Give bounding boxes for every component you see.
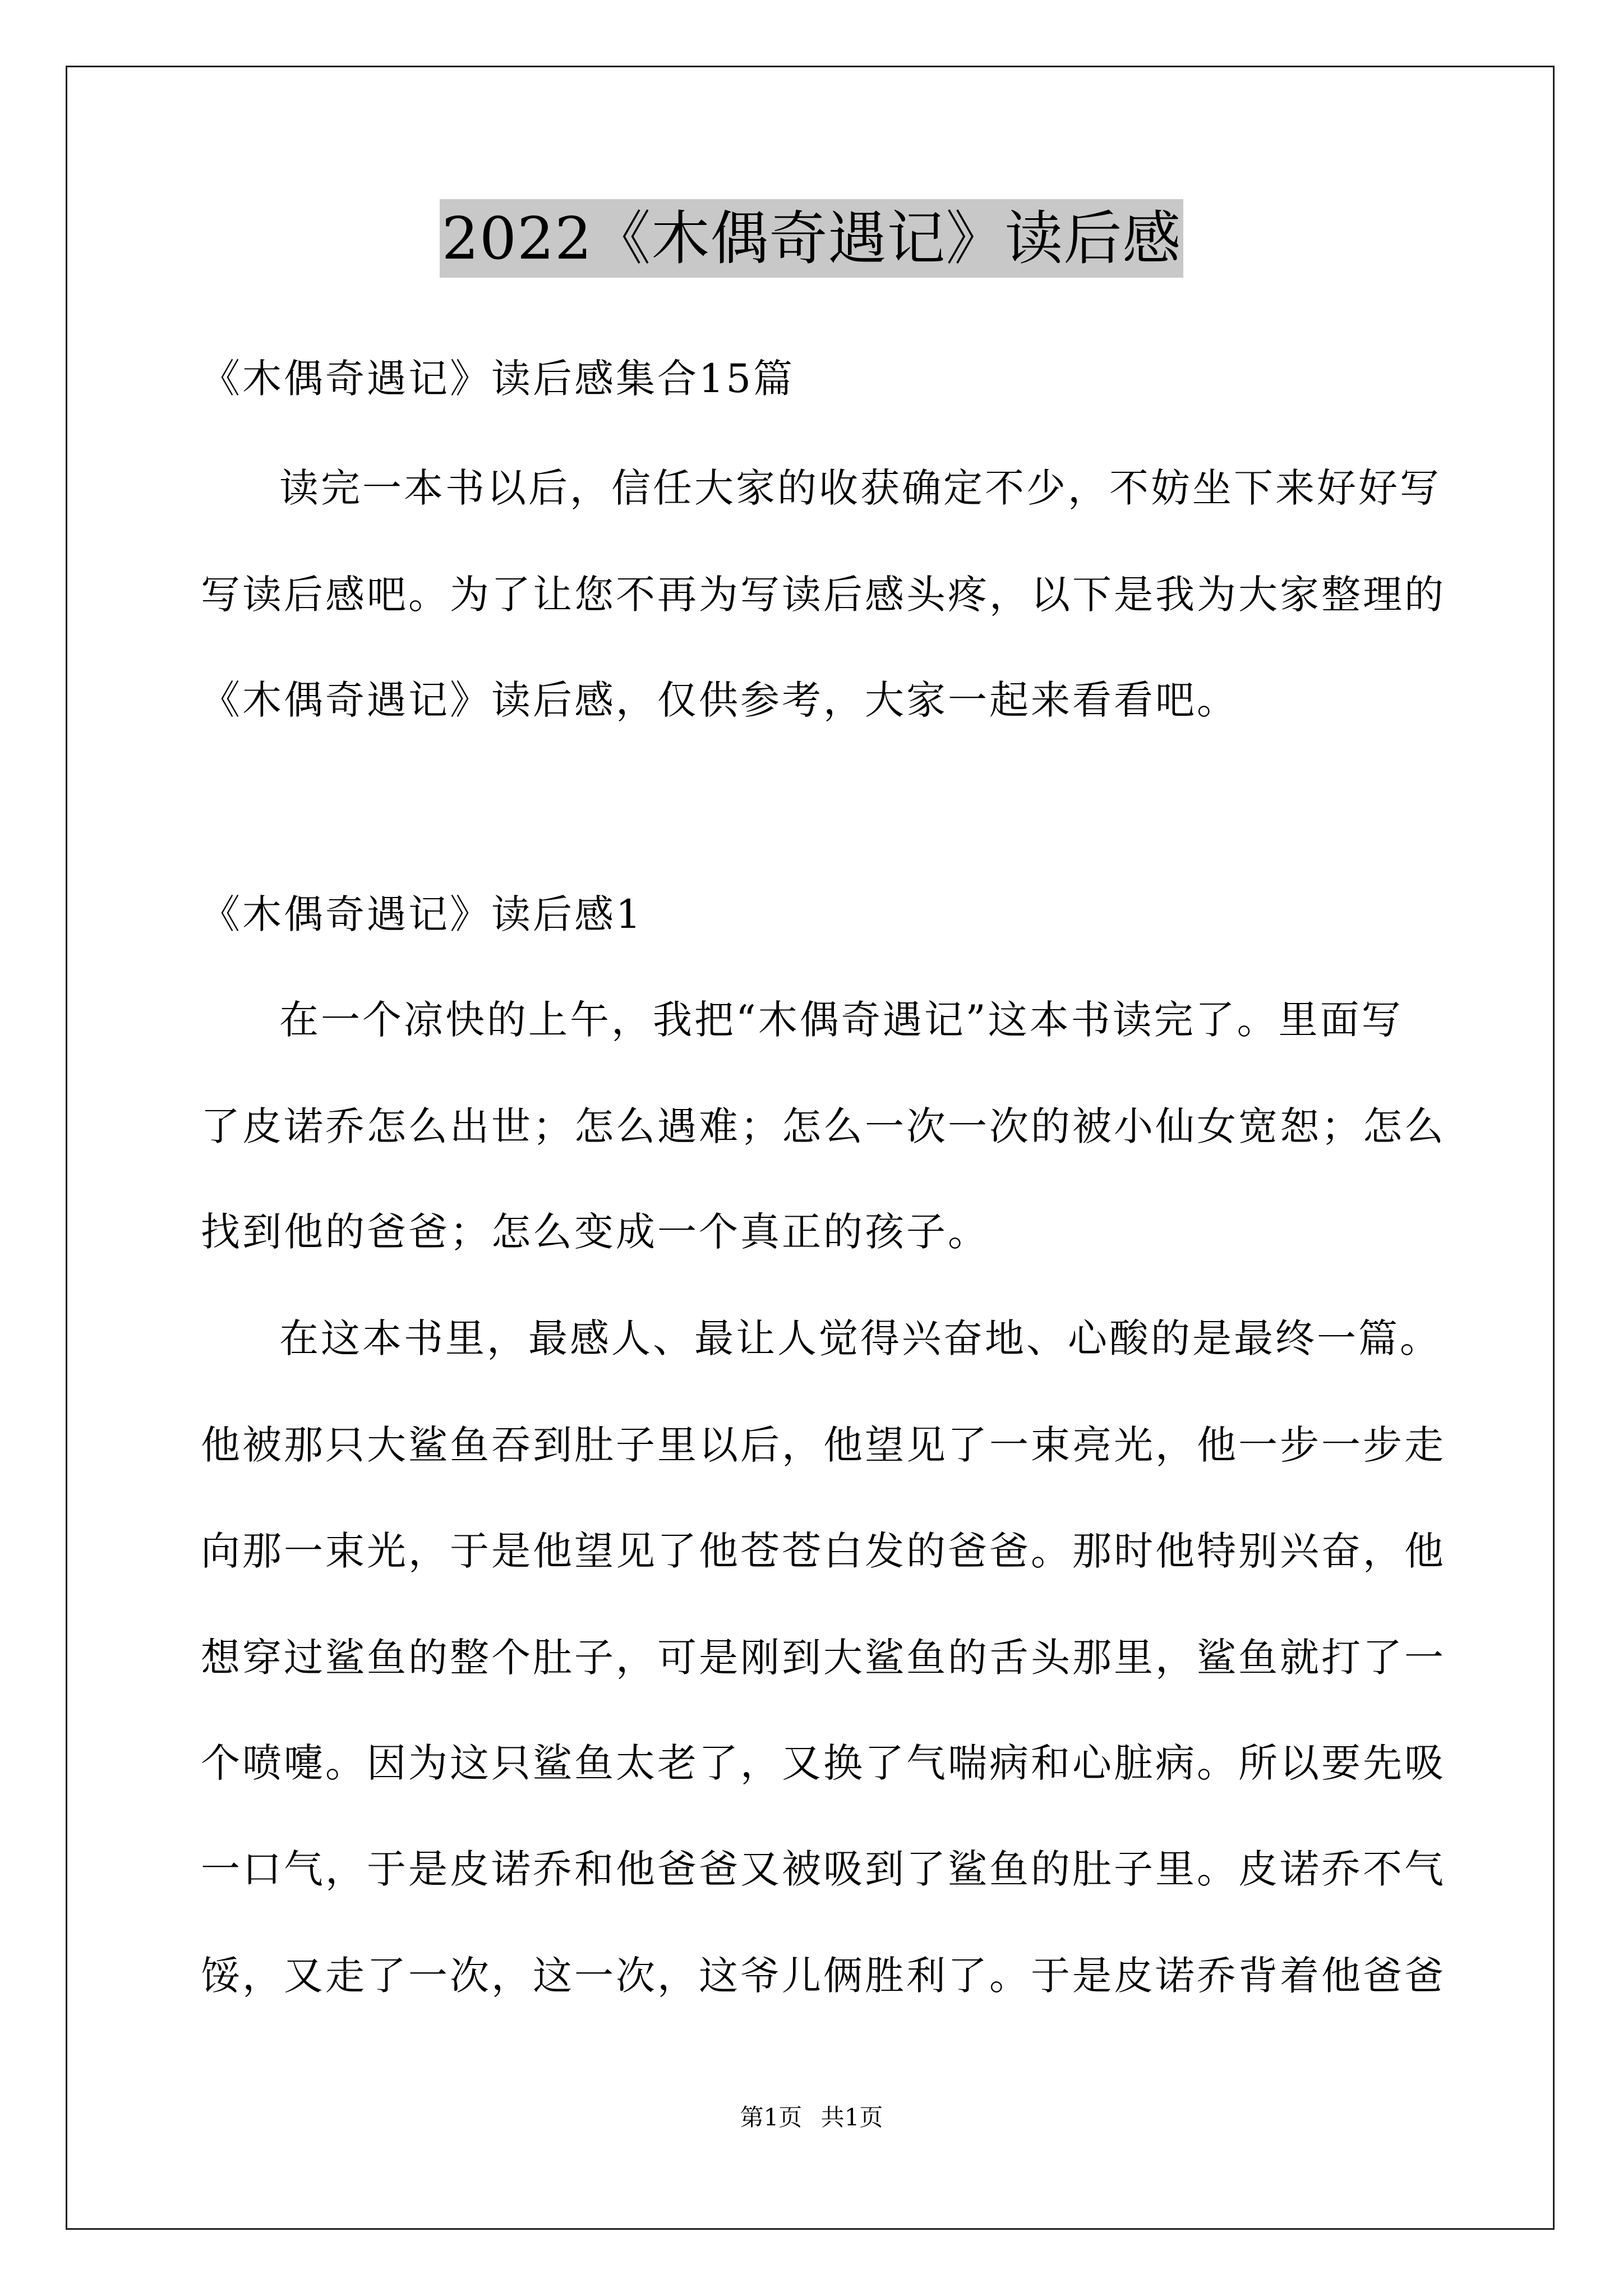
page-number: 第1页 bbox=[740, 2104, 803, 2131]
paragraph-line: 在这本书里，最感人、最让人觉得兴奋地、心酸的是最终一篇。 bbox=[279, 1315, 1441, 1361]
page-footer bbox=[0, 2101, 1623, 2134]
section-heading: 《木偶奇遇记》读后感1 bbox=[201, 891, 643, 937]
paragraph-line: 了皮诺乔怎么出世；怎么遇难；怎么一次一次的被小仙女宽恕；怎么 bbox=[201, 1103, 1446, 1149]
paragraph-line: 一口气，于是皮诺乔和他爸爸又被吸到了鲨鱼的肚子里。皮诺乔不气 bbox=[201, 1846, 1446, 1892]
title-container bbox=[0, 199, 1623, 278]
page-total: 共1页 bbox=[820, 2104, 883, 2131]
paragraph-line: 找到他的爸爸；怎么变成一个真正的孩子。 bbox=[201, 1209, 989, 1255]
paragraph-line: 向那一束光，于是他望见了他苍苍白发的爸爸。那时他特别兴奋，他 bbox=[201, 1528, 1446, 1574]
document-title: 2022《木偶奇遇记》读后感 bbox=[440, 199, 1184, 278]
subtitle: 《木偶奇遇记》读后感集合15篇 bbox=[201, 356, 795, 402]
paragraph-line: 他被那只大鲨鱼吞到肚子里以后，他望见了一束亮光，他一步一步走 bbox=[201, 1422, 1446, 1468]
intro-line: 读完一本书以后，信任大家的收获确定不少，不妨坐下来好好写 bbox=[279, 465, 1441, 511]
intro-line: 《木偶奇遇记》读后感，仅供参考，大家一起来看看吧。 bbox=[201, 677, 1238, 723]
paragraph-line: 个喷嚏。因为这只鲨鱼太老了，又换了气喘病和心脏病。所以要先吸 bbox=[201, 1740, 1446, 1786]
paragraph-line: 在一个凉快的上午，我把“木偶奇遇记”这本书读完了。里面写 bbox=[279, 997, 1403, 1043]
paragraph-line: 想穿过鲨鱼的整个肚子，可是刚到大鲨鱼的舌头那里，鲨鱼就打了一 bbox=[201, 1635, 1446, 1681]
paragraph-line: 馁，又走了一次，这一次，这爷儿俩胜利了。于是皮诺乔背着他爸爸 bbox=[201, 1953, 1446, 1999]
intro-line: 写读后感吧。为了让您不再为写读后感头疼，以下是我为大家整理的 bbox=[201, 572, 1446, 618]
